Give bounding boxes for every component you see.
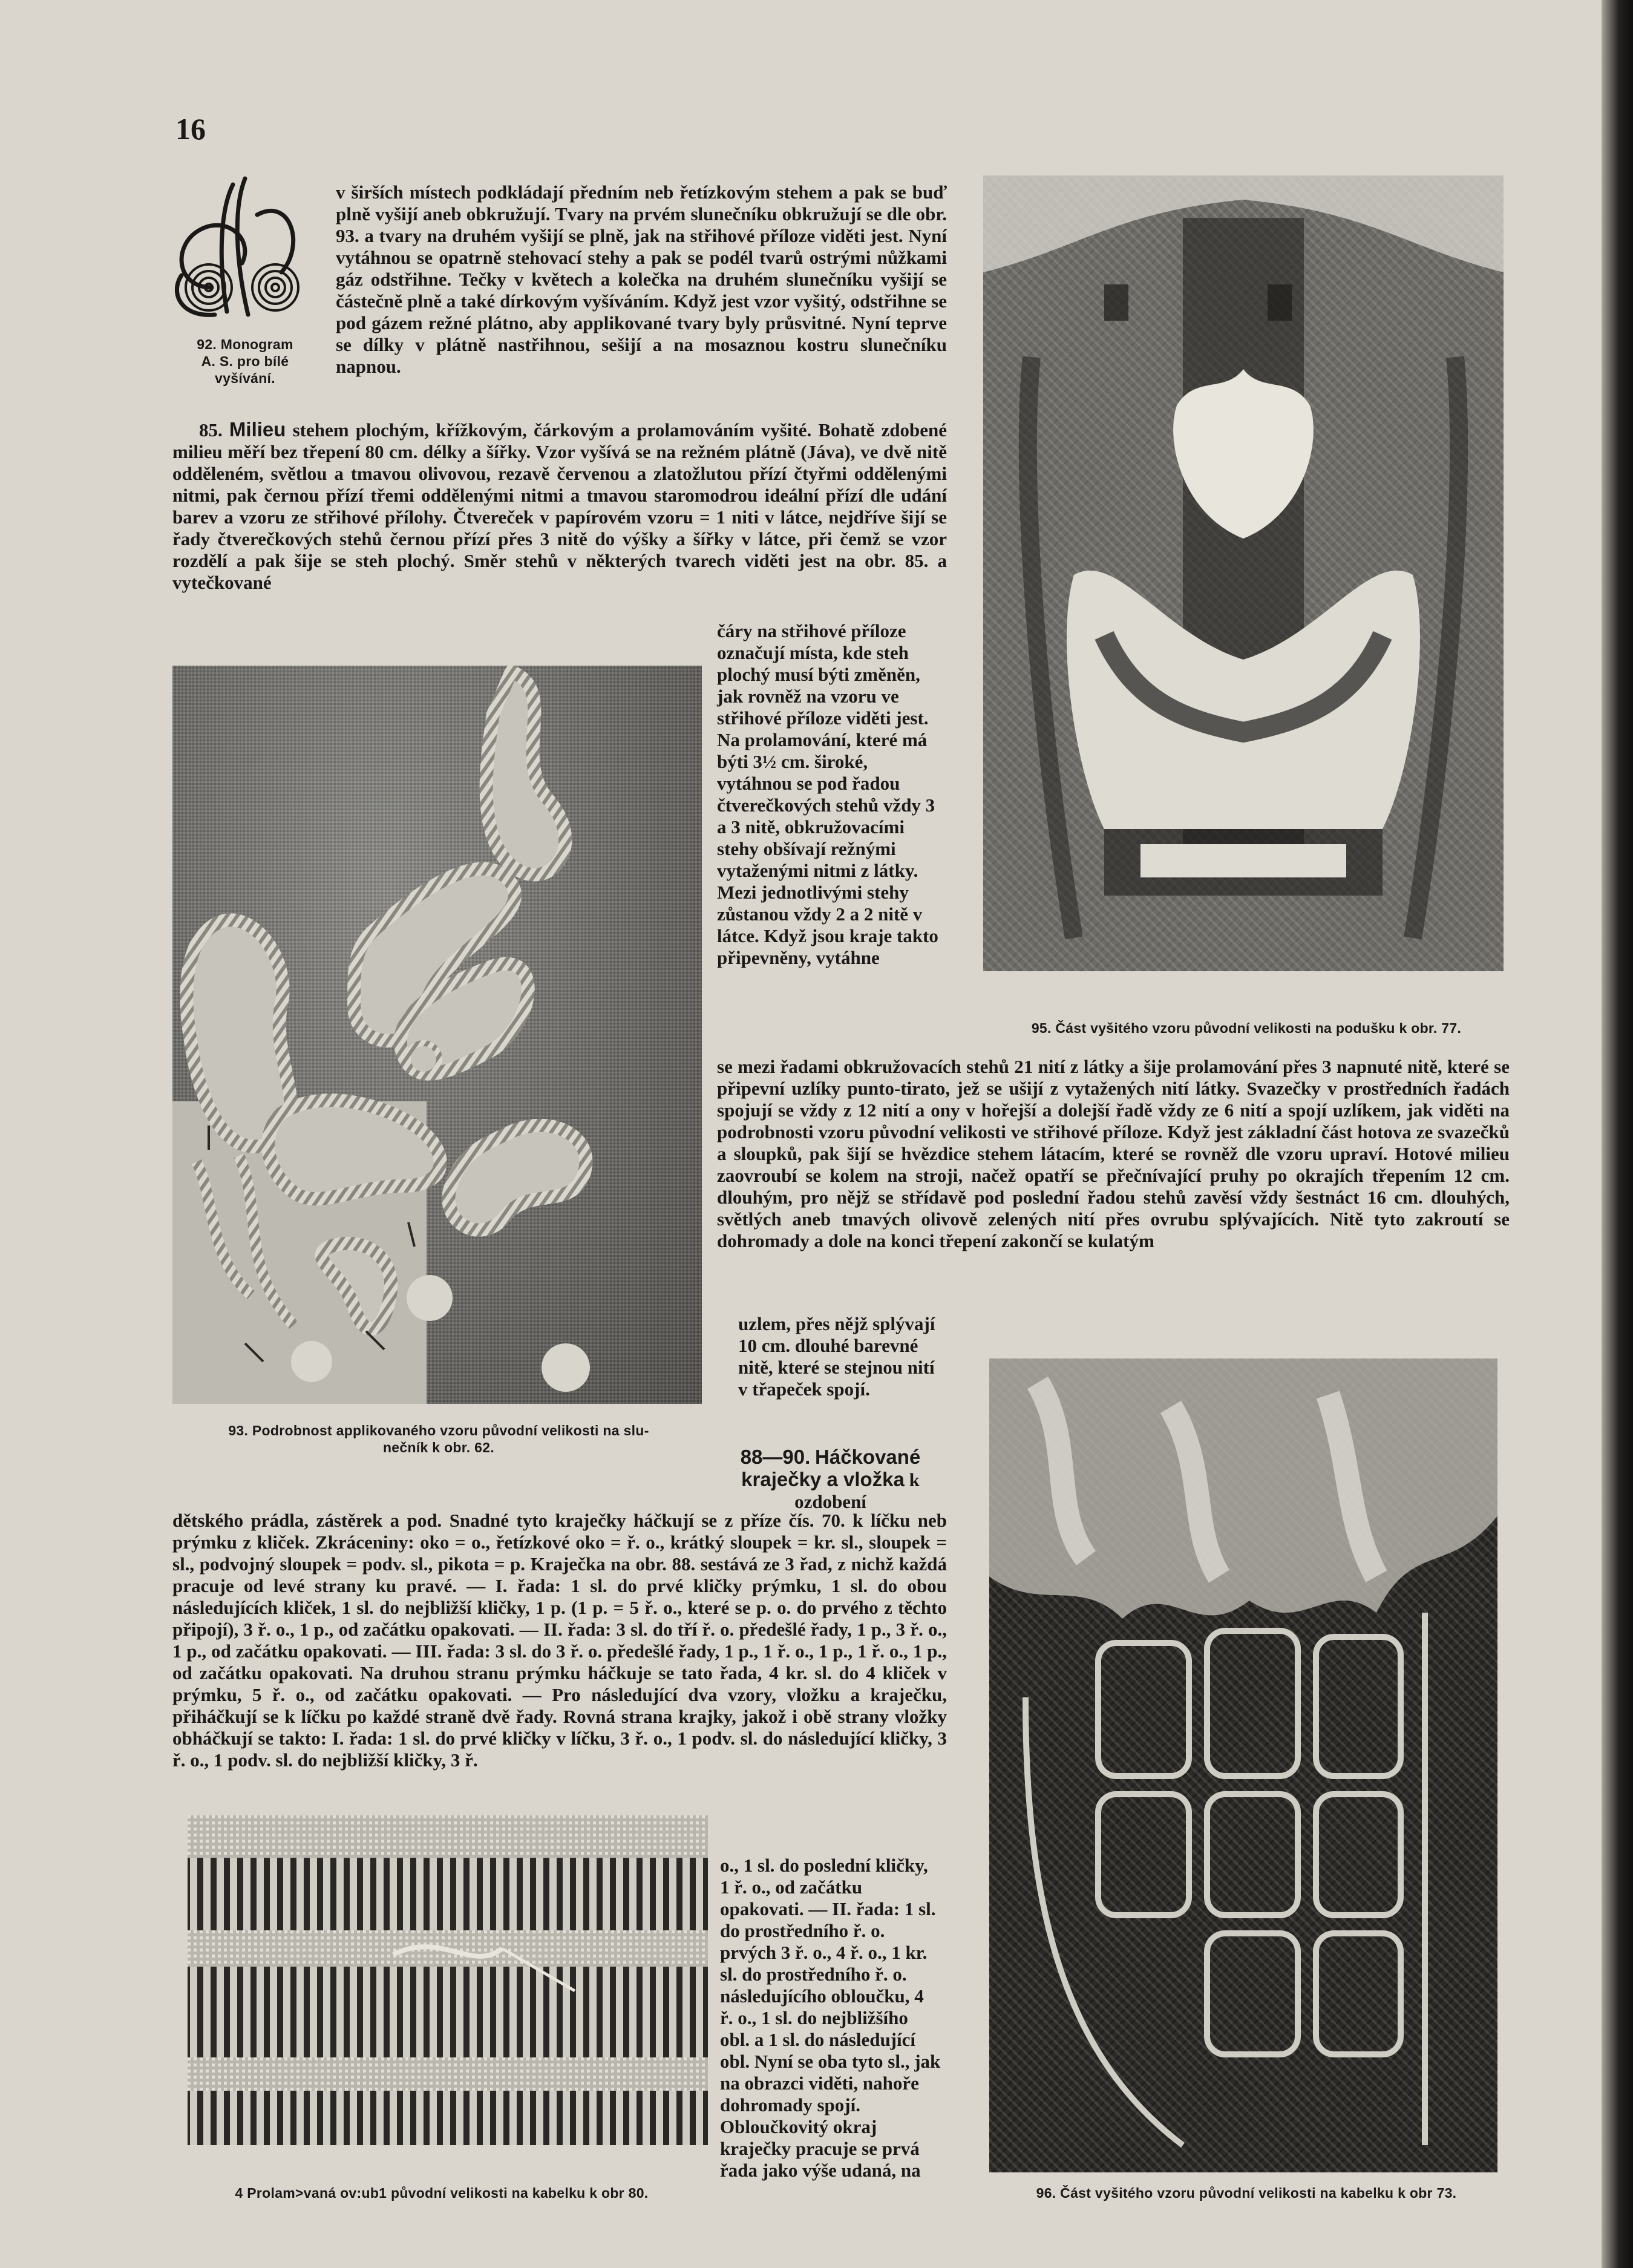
caption-fig93-line2: nečník k obr. 62. <box>382 1440 495 1455</box>
paragraph-fringe: se mezi řadami obkružovacích stehů 21 nití z látky a šije prolamování přes 3 napnuté nitě, které se připevní uzlíky punto-tirato, jež se ušijí z vytažených nití látky. Svazečky v prostředních řadách spojují se vždy z 12 nití a ony v hořejší a dolejší řadě vždy ze 6 nití a spojí uzlíkem, jak viděti na podrobnosti vzoru původní velikosti ve střihové příloze. Když jest základní část hotova ze svazečků a sloupků, pak šijí se hvězdice stehem látacím, které se rovněž dle vzoru upraví. Hotové milieu zaovroubí se kolem na stroji, načež opatří se přečnívající pruhy po okrajích třepením 12 cm. dlouhým, pro nějž se střídavě pod poslední řadou stehů zavěsí vždy šestnáct 16 cm. dlouhých, světlých aneb tmavých olivově zelených nití přes ovrubu splývajících. Nitě tyto zakroutí se dohromady a dole na konci třepení zakončí se kulatým <box>717 1056 1510 1251</box>
figure-93-applique-photo <box>172 666 702 1404</box>
caption-fig92-line3: vyšívání. <box>215 370 275 386</box>
paragraph-openwork: čáry na střihové příloze označují místa, kde steh plochý musí býti změněn, jak rovněž na vzoru ve střihové příloze viděti jest. Na prolamování, které má býti 3½ cm. široké, vytáhnou se pod řadou čtverečkových stehů vždy 3 a 3 nitě, obkružovacími stehy obšívají režnými vytaženými nitmi z látky. Mezi jednotlivými stehy zůstanou vždy 2 a 2 nitě v látce. Když jsou kraje takto připevněny, vytáhne <box>717 620 938 968</box>
paragraph-tassel: uzlem, přes nějž splývají 10 cm. dlouhé barevné nitě, které se stejnou nití v třapeček spojí. <box>738 1313 935 1400</box>
item-title-milieu: Milieu <box>229 418 286 441</box>
text-block-tassel <box>738 1313 944 1400</box>
monogram-as-icon <box>169 172 306 321</box>
text-block-openwork <box>717 620 944 969</box>
text-block-fringe <box>717 1056 1510 1252</box>
caption-fig92-line2: A. S. pro bílé <box>201 353 289 369</box>
caption-fig93-line1: 93. Podrobnost applikovaného vzoru původní velikosti na slu- <box>228 1423 649 1438</box>
caption-fig96: 96. Část vyšitého vzoru původní velikosti na kabelku k obr 73. <box>1036 2185 1457 2201</box>
text-block-milieu <box>172 419 947 594</box>
item-title-crochet: Háčkované kraječky a vložka <box>741 1446 921 1490</box>
caption-fig93 <box>172 1422 705 1456</box>
figure-95-cushion-cross-stitch-photo <box>983 175 1504 971</box>
paragraph-crochet: dětského prádla, zástěrek a pod. Snadné tyto kraječky háčkují se z příze čís. 70. k líčku neb prýmku z kliček. Zkráceniny: oko = o., řetízkové oko = ř. o., krátký sloupek = kr. sl., sloupek = sl., podvojný sloupek = podv. sl., pikota = p. Kraječka na obr. 88. sestává ze 3 řad, z nichž každá pracuje od levé strany ku pravé. — I. řada: 1 sl. do prvé kličky prýmku, 1 sl. do obou následujících kliček, 1 sl. do nejbližší kličky, 1 p. (1 p. = 5 ř. o., které se p. o. do prvého z těchto připojí), 3 ř. o., 1 p., od začátku opakovati. — II. řada: 3 sl. do tří ř. o. předešlé řady, 1 p., 3 ř. o., 1 p., od začátku opakovati. — III. řada: 3 sl. do 3 ř. o. předešlé řady, 1 p., 1 ř. o., 1 p., 1 ř. o., 1 p., od začátku opakovati. Na druhou stranu prýmku háčkuje se tato řada, 4 kr. sl. do 4 kliček v prýmku, 5 ř. o., od začátku opakovati. — Pro následující dva vzory, vložku a kraječku, přiháčkují se k líčku po každé straně dvě řady. Rovná strana krajky, jakož i obě strany vložky obháčkují se takto: I. řada: 1 sl. do prvé kličky v líčku, 3 ř. o., 1 podv. sl. do následující kličky, 3 ř. o., 1 podv. sl. do nejbližší kličky, 3 ř. <box>172 1510 947 1771</box>
text-block-parasol <box>336 182 947 378</box>
item-number-88-90: 88—90. <box>740 1446 811 1468</box>
paragraph-milieu <box>172 419 947 594</box>
figure-96-bag-cross-stitch-photo <box>989 1359 1497 2172</box>
item-lead-crochet: k ozdobení <box>794 1469 920 1512</box>
text-block-crochet <box>172 1510 947 1771</box>
text-block-crochet-cont <box>720 1855 941 2181</box>
item-body-milieu: stehem plochým, křížkovým, čárkovým a prolamováním vyšité. Bohatě zdobené milieu měří bez třepení 80 cm. délky a šířky. Vzor vyšívá se na režném plátně (Jáva), ve dvě nitě odděleném, světlou a tmavou olivovou, rezavě červenou a zlatožlutou přízí čtyřmi oddělenými nitmi, pak černou přízí třemi oddělenými nitmi a tmavou staromodrou ideální přízí dle udání barev a vzoru ze střihové přílohy. Čtvereček v papírovém vzoru = 1 niti v látce, nejdříve šijí se řady čtverečkových stehů černou přízí přes 3 nitě do výšky a šířky v látce, při čemž se vzor rozdělí a pak šije se steh plochý. Směr stehů v některých tvarech viděti jest na obr. 85. a vytečkované <box>172 419 947 593</box>
page-number: 16 <box>175 112 206 146</box>
text-block-crochet-heading <box>717 1446 944 1513</box>
page-edge-shadow <box>1602 0 1633 2268</box>
figure-94-openwork-border-photo <box>188 1815 708 2145</box>
caption-fig95: 95. Část vyšitého vzoru původní velikosti na podušku k obr. 77. <box>1031 1020 1462 1036</box>
item-number-85: 85. <box>199 419 223 441</box>
paragraph-crochet-cont: o., 1 sl. do poslední kličky, 1 ř. o., od začátku opakovati. — II. řada: 1 sl. do prostředního ř. o. prvých 3 ř. o., 4 ř. o., 1 kr. sl. do prostředního ř. o. následujícího obloučku, 4 ř. o., 1 sl. do nejbližšího obl. a 1 sl. do následující obl. Nyní se oba tyto sl., jak na obrazci viděti, nahoře dohromady spojí. Obloučkovitý okraj kraječky pracuje se prvá řada jako výše udaná, na <box>720 1855 941 2181</box>
caption-fig94: 4 Prolam>vaná ov:ub1 původní velikosti na kabelku k obr 80. <box>235 2185 649 2201</box>
heading-crochet <box>717 1446 944 1513</box>
caption-fig92 <box>172 336 318 387</box>
caption-fig92-line1: 92. Monogram <box>197 336 293 352</box>
paragraph-parasol: v širších místech podkládají předním neb řetízkovým stehem a pak se buď plně vyšijí aneb obkružují. Tvary na prvém slunečníku obkružují se dle obr. 93. a tvary na druhém vyšijí se plně, jak na střihové příloze viděti jest. Nyní vytáhnou se opatrně stehovací stehy a pak se podél tvarů ostrými nůžkami gáz odstřihne. Tečky v květech a kolečka na druhém slunečníku vyšijí se částečně plně a také dírkovým vyšíváním. Když jest vzor vyšitý, odstřihne se pod gázem režné plátno, aby applikované tvary byly průsvitné. Nyní teprve se dílky v plátně nastřihnou, sešijí a na mosaznou kostru slunečníku napnou. <box>336 182 947 377</box>
